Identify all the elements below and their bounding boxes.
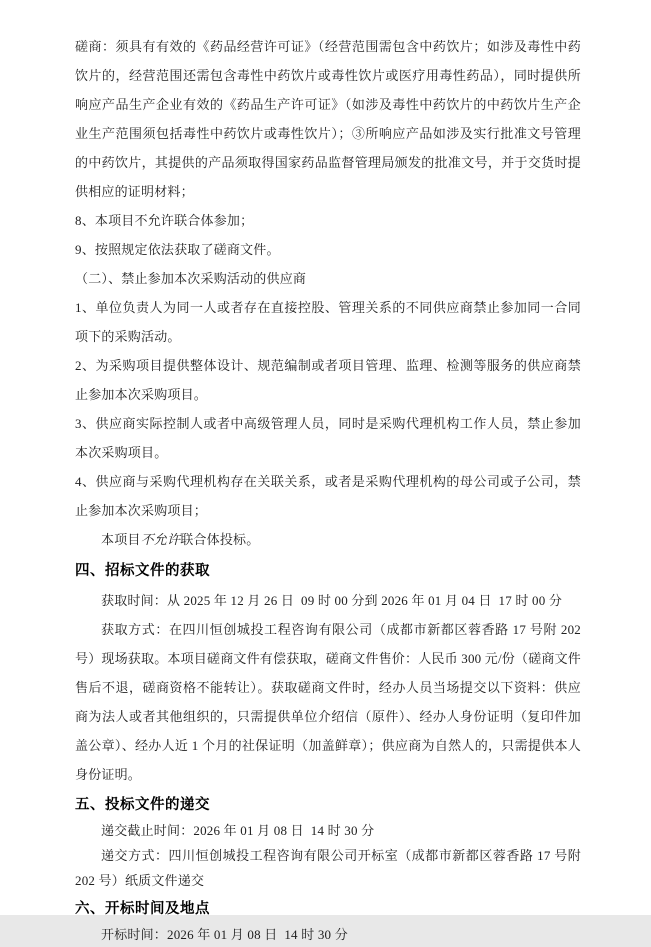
bottom-sections xyxy=(75,789,581,947)
subsection-heading-prohibited-suppliers: （二）、禁止参加本次采购活动的供应商 xyxy=(75,271,307,286)
prohibited-item-1: 1、单位负责人为同一人或者存在直接控股、管理关系的不同供应商禁止参加同一合同项下的采购活动。 xyxy=(75,300,581,344)
acquisition-time-line: 获取时间：从 2025 年 12 月 26 日 09 时 00 分到 2026 年 01 月 04 日 17 时 00 分 xyxy=(101,593,563,608)
submission-deadline-line: 递交截止时间：2026 年 01 月 08 日 14 时 30 分 xyxy=(101,823,375,838)
paragraph-supplier-qualification-continuation: 磋商：须具有有效的《药品经营许可证》（经营范围需包含中药饮片；如涉及毒性中药饮片的，经营范围还需包含毒性中药饮片或毒性饮片或医疗用毒性药品），同时提供所响应产品生产企业有效的《药品生产许可证》（如涉及毒性中药饮片的中药饮片生产企业生产范围须包括毒性中药饮片或毒性饮片）；③所响应产品如涉及实行批准文号管理的中药饮片，其提供的产品须取得国家药品监督管理局颁发的批准文号，并于交货时提供相应的证明材料； xyxy=(75,39,581,199)
section-heading-bid-submission: 五、投标文件的递交 xyxy=(75,797,210,813)
item-9-obtained-documents: 9、按照规定依法获取了磋商文件。 xyxy=(75,242,280,257)
prohibited-item-2: 2、为采购项目提供整体设计、规范编制或者项目管理、监理、检测等服务的供应商禁止参加本次采购项目。 xyxy=(75,358,581,402)
prohibited-item-3: 3、供应商实际控制人或者中高级管理人员，同时是采购代理机构工作人员，禁止参加本次采购项目。 xyxy=(75,416,581,460)
section-heading-bid-opening: 六、开标时间及地点 xyxy=(75,901,210,917)
note-emphasis-italic: 不允许 xyxy=(140,532,181,547)
document-content xyxy=(75,32,581,947)
submission-method-paragraph: 递交方式：四川恒创城投工程咨询有限公司开标室（成都市新都区蓉香路 17 号附 202 号）纸质文件递交 xyxy=(75,848,581,888)
bid-opening-time-line: 开标时间：2026 年 01 月 08 日 14 时 30 分 xyxy=(101,927,348,942)
note-suffix: 联合体投标。 xyxy=(180,532,260,547)
section-heading-document-acquisition: 四、招标文件的获取 xyxy=(75,563,210,579)
note-prefix: 本项目 xyxy=(101,532,141,547)
item-8-no-consortium: 8、本项目不允许联合体参加； xyxy=(75,213,254,228)
prohibited-item-4: 4、供应商与采购代理机构存在关联关系，或者是采购代理机构的母公司或子公司，禁止参加本次采购项目； xyxy=(75,474,581,518)
note-no-consortium-bidding xyxy=(75,525,581,554)
acquisition-method-paragraph: 获取方式：在四川恒创城投工程咨询有限公司（成都市新都区蓉香路 17 号附 202 号）现场获取。本项目磋商文件有偿获取，磋商文件售价：人民币 300 元/份（磋商文件售后不退，磋商资格不能转让）。获取磋商文件时，经办人员当场提交以下资料：供应商为法人或者其他组织的，只需提供单位介绍信（原件）、经办人身份证明（复印件加盖公章）、经办人近 1 个月的社保证明（加盖鲜章）；供应商为自然人的，只需提供本人身份证明。 xyxy=(75,622,582,782)
